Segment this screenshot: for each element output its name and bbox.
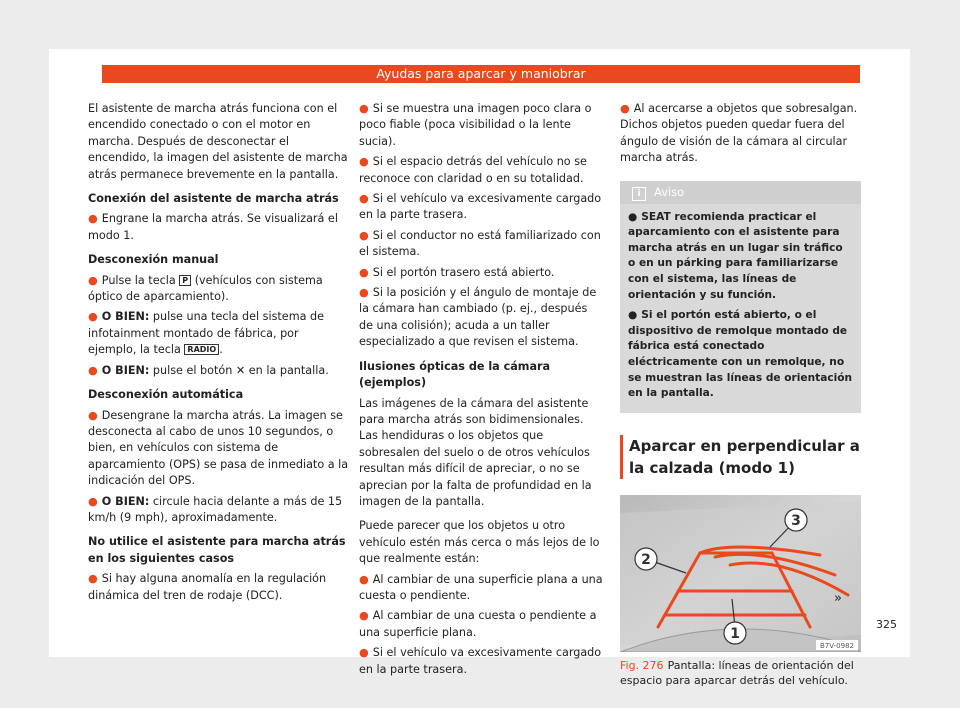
illusions-paragraph: Las imágenes de la cámara del asistente para marcha atrás son bidimensionales. Las hendiduras o los objetos que sobresalen del suelo o de otros vehículos resultan más difícil de apreciar, o no se aprecian por la falta de profundidad en la imagen de la pantalla. [359,396,592,508]
bullet-icon: ● [628,309,638,322]
bullet-icon: ● [359,609,369,623]
bullet-icon: ● [359,155,369,169]
list-item: ● Engrane la marcha atrás. Se visualizará el modo 1. [88,212,338,242]
list-item: ● Si hay alguna anomalía en la regulación dinámica del tren de rodaje (DCC). [88,572,327,602]
callout-2-label: 2 [641,551,651,568]
list-item: ● Pulse la tecla P (vehículos con sistema óptico de aparcamiento). [88,273,323,304]
bullet-icon: ● [88,363,98,377]
note-body [620,204,861,413]
figure-code: B7V-0982 [820,641,854,650]
bullet-icon: ● [359,228,369,242]
figure-caption: Fig. 276 Pantalla: líneas de orientación del espacio para aparcar detrás del vehículo. [620,658,854,687]
bullet-icon: ● [620,102,630,115]
figure-label: Fig. 276 [620,658,664,672]
callout-3-label: 3 [791,512,801,529]
close-x-icon: ✕ [235,363,246,377]
heading-manual: Desconexión manual [88,253,219,267]
bullet-icon: ● [88,212,98,226]
bullet-icon: ● [359,646,369,660]
column-1 [88,101,350,608]
list-item: ● O BIEN: pulse una tecla del sistema de infotainment montado de fábrica, por ejemplo, la tecla RADIO . [88,310,324,357]
bullet-icon: ● [88,572,98,586]
note-box [620,181,861,413]
list-item: ● SEAT recomienda practicar el aparcamiento con el asistente para marcha atrás en un lugar sin tráfico o en un párking para familiarizarse con el sistema, las líneas de orientación y su función. [628,210,843,301]
list-item: ● Si el vehículo va excesivamente cargado en la parte trasera. [359,192,602,222]
section-title: Aparcar en perpendicular a la calzada (modo 1) [620,435,862,479]
list-item: ● Si la posición y el ángulo de montaje de la cámara han cambiado (p. ej., después de una colisión); acuda a un taller especializado a que revisen el sistema. [359,286,597,349]
list-item: ● Si el conductor no está familiarizado con el sistema. [359,228,601,259]
bullet-icon: ● [88,494,98,508]
info-icon: i [632,187,646,201]
page-header: Ayudas para aparcar y maniobrar [102,65,860,83]
list-item: ● O BIEN: pulse el botón ✕ en la pantalla. [88,363,329,377]
parking-key-icon: P [179,275,191,286]
bullet-icon: ● [628,210,638,223]
heading-auto: Desconexión automática [88,388,244,402]
callout-1-label: 1 [730,625,740,642]
intro-paragraph: El asistente de marcha atrás funciona con el encendido conectado o con el motor en marcha. Después de desconectar el encendido, la imagen del asistente de marcha atrás permanece brevemente en la pantalla. [88,102,348,181]
list-item: ● Al acercarse a objetos que sobresalgan. Dichos objetos pueden quedar fuera del ángulo de visión de la cámara al circular marcha atrás. [620,102,858,165]
list-item: ● Si el espacio detrás del vehículo no se reconoce con claridad o en su totalidad. [359,155,587,185]
page-number: 325 [876,618,897,631]
list-item: ● Si el portón trasero está abierto. [359,265,555,279]
figure-parking-lines [620,495,861,652]
heading-illusions: Ilusiones ópticas de la cámara (ejemplos) [359,359,551,390]
bullet-icon: ● [359,572,369,586]
bullet-icon: ● [359,192,369,206]
parking-guidelines-illustration [620,495,861,652]
list-item: ● Si el portón está abierto, o el dispositivo de remolque montado de fábrica está conectado eléctricamente con un remolque, no se muestran las líneas de orientación en la pantalla. [628,309,853,400]
list-item: ● Desengrane la marcha atrás. La imagen se desconecta al cabo de unos 10 segundos, o bien, en vehículos con sistema de aparcamiento (OPS) se pasa de inmediato a la indicación del OPS. [88,408,349,488]
list-item: ● Si se muestra una imagen poco clara o poco fiable (poca visibilidad o la lente sucia). [359,102,592,148]
radio-key-icon: RADIO [184,344,219,355]
bullet-icon: ● [359,265,369,279]
list-item: ● Si el vehículo va excesivamente cargado en la parte trasera. [359,646,602,676]
list-item: ● O BIEN: circule hacia delante a más de 15 km/h (9 mph), aproximadamente. [88,494,343,524]
bullet-icon: ● [359,286,369,300]
list-item: ● Al cambiar de una superficie plana a una cuesta o pendiente. [359,572,603,602]
illusions-paragraph-2: Puede parecer que los objetos u otro vehículo estén más cerca o más lejos de lo que realmente están: [359,519,600,566]
continued-marker: » [834,591,842,606]
column-3 [620,101,862,688]
bullet-icon: ● [88,310,98,324]
column-2 [359,101,603,682]
heading-nouse: No utilice el asistente para marcha atrás en los siguientes casos [88,535,346,565]
note-header: i Aviso [620,181,861,204]
list-item: ● Al cambiar de una cuesta o pendiente a una superficie plana. [359,609,597,639]
heading-connect: Conexión del asistente de marcha atrás [88,192,339,206]
bullet-icon: ● [88,408,98,422]
bullet-icon: ● [359,102,369,115]
bullet-icon: ● [88,273,98,287]
